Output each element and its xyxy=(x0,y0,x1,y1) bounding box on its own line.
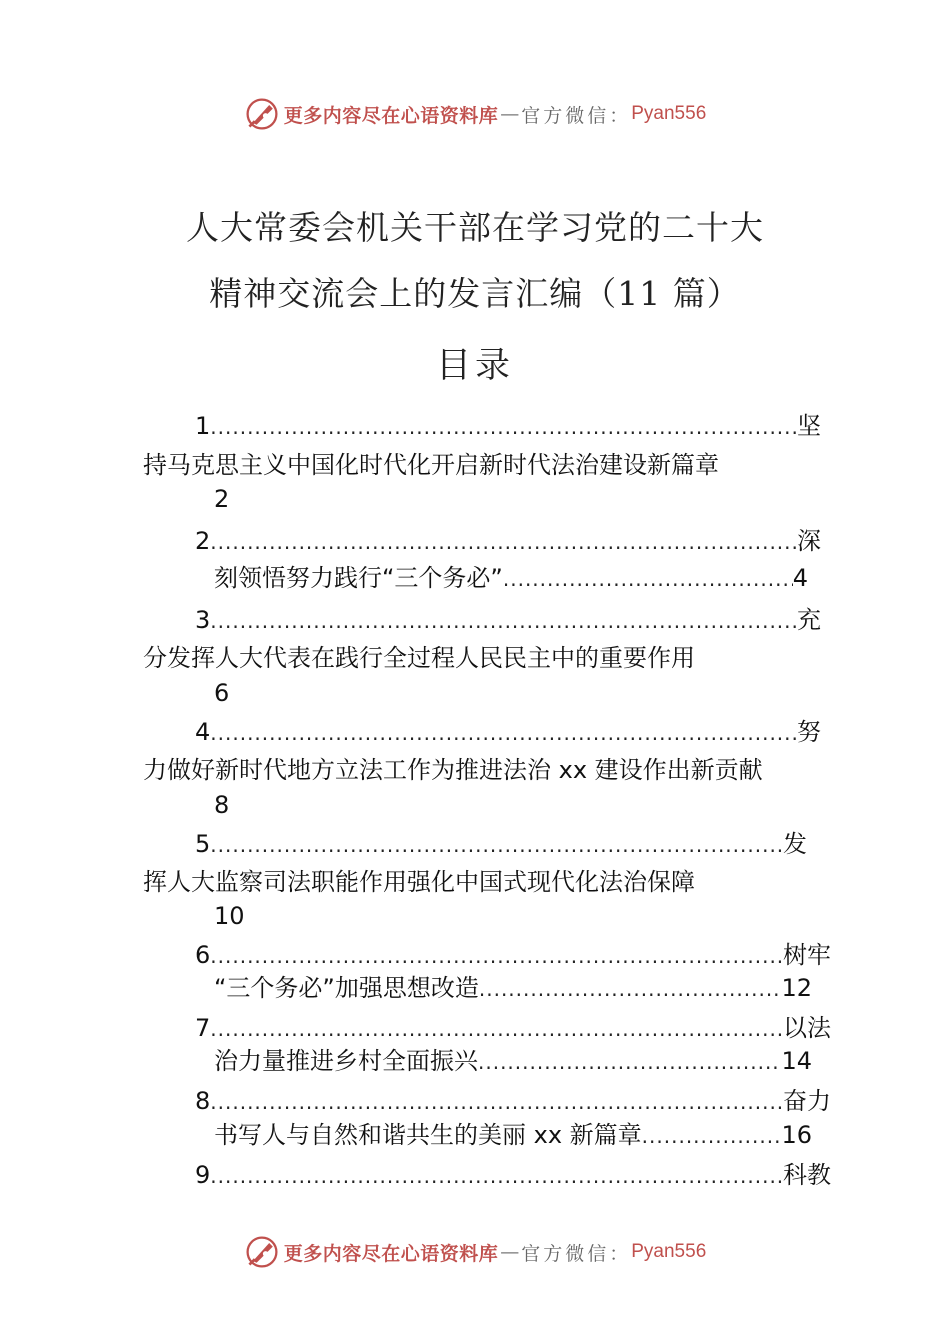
toc-page: 6 xyxy=(214,679,230,707)
pen-nib-logo-icon xyxy=(244,1234,280,1270)
dot-leader xyxy=(210,717,797,749)
toc-number: 1 xyxy=(195,412,211,440)
toc-number: 8 xyxy=(195,1087,211,1115)
toc-number: 9 xyxy=(195,1161,211,1189)
toc-title-tail: 刻领悟努力践行“三个务必” xyxy=(214,564,503,592)
toc-entry-3[interactable] xyxy=(195,604,821,637)
dot-leader xyxy=(210,829,783,861)
toc-title-head: 树牢 xyxy=(783,941,831,969)
document-title-line2: 精神交流会上的发言汇编（11 篇） xyxy=(209,274,741,313)
dot-leader xyxy=(478,1046,781,1078)
toc-title-head: 以法 xyxy=(783,1014,831,1042)
toc-title-tail: “三个务必”加强思想改造 xyxy=(214,974,479,1002)
toc-page: 14 xyxy=(781,1047,812,1075)
dot-leader xyxy=(210,526,797,558)
banner-wechat-label: 官方微信： xyxy=(521,104,632,127)
header-banner xyxy=(0,94,950,134)
toc-page: 4 xyxy=(792,564,808,592)
toc-number: 4 xyxy=(195,718,211,746)
dot-leader xyxy=(210,1086,783,1118)
toc-entry-6[interactable] xyxy=(195,939,831,972)
toc-title-head: 坚 xyxy=(797,412,821,440)
dot-leader xyxy=(210,940,783,972)
toc-page: 8 xyxy=(214,791,230,819)
toc-number: 5 xyxy=(195,830,211,858)
toc-title-tail: 治力量推进乡村全面振兴 xyxy=(214,1047,478,1075)
banner-wechat-label: 官方微信： xyxy=(521,1242,632,1265)
toc-title-tail: 挥人大监察司法职能作用强化中国式现代化法治保障 xyxy=(143,868,695,896)
toc-entry-1[interactable] xyxy=(195,410,821,443)
toc-entry-8-cont xyxy=(214,1119,812,1152)
toc-entry-8[interactable] xyxy=(195,1085,831,1118)
toc-title-head: 奋力 xyxy=(783,1087,831,1115)
dot-leader xyxy=(503,563,793,595)
toc-title-head: 发 xyxy=(783,830,807,858)
toc-entry-9[interactable] xyxy=(195,1159,831,1192)
dot-leader xyxy=(642,1120,782,1152)
dot-leader xyxy=(210,411,797,443)
toc-title-tail: 分发挥人大代表在践行全过程人民民主中的重要作用 xyxy=(143,644,695,672)
toc-entry-7[interactable] xyxy=(195,1012,831,1045)
toc-title-tail: 持马克思主义中国化时代化开启新时代法治建设新篇章 xyxy=(143,451,719,479)
toc-page: 12 xyxy=(781,974,812,1002)
toc-page: 16 xyxy=(781,1121,812,1149)
dot-leader xyxy=(210,1160,783,1192)
toc-title-tail: 书写人与自然和谐共生的美丽 xx 新篇章 xyxy=(214,1121,642,1149)
toc-entry-6-cont xyxy=(214,972,812,1005)
toc-number: 6 xyxy=(195,941,211,969)
toc-number: 7 xyxy=(195,1014,211,1042)
dot-leader xyxy=(210,1013,783,1045)
banner-slogan: 更多内容尽在心语资料库 xyxy=(283,104,499,127)
dot-leader xyxy=(479,973,782,1005)
toc-page: 10 xyxy=(214,902,245,930)
toc-entry-7-cont xyxy=(214,1045,812,1078)
banner-slogan: 更多内容尽在心语资料库 xyxy=(283,1242,499,1265)
toc-title-head: 努 xyxy=(797,718,821,746)
banner-wechat-id: Pyan556 xyxy=(631,1241,707,1262)
banner-dash: — xyxy=(500,1241,520,1263)
toc-title-head: 充 xyxy=(797,606,821,634)
toc-entry-2-cont xyxy=(214,562,808,595)
toc-entry-5[interactable] xyxy=(195,828,807,861)
toc-page: 2 xyxy=(214,485,230,513)
footer-banner xyxy=(0,1232,950,1272)
toc-title-head: 深 xyxy=(797,527,821,555)
toc-number: 3 xyxy=(195,606,211,634)
toc-heading: 目录 xyxy=(435,346,514,386)
toc-title-head: 科教 xyxy=(783,1161,831,1189)
toc-entry-2[interactable] xyxy=(195,525,821,558)
toc-number: 2 xyxy=(195,527,211,555)
toc-title-tail: 力做好新时代地方立法工作为推进法治 xx 建设作出新贡献 xyxy=(143,756,763,784)
document-title-line1: 人大常委会机关干部在学习党的二十大 xyxy=(186,208,764,247)
pen-nib-logo-icon xyxy=(244,96,280,132)
banner-wechat-id: Pyan556 xyxy=(631,103,707,124)
dot-leader xyxy=(210,605,797,637)
banner-dash: — xyxy=(500,103,520,125)
toc-entry-4[interactable] xyxy=(195,716,821,749)
